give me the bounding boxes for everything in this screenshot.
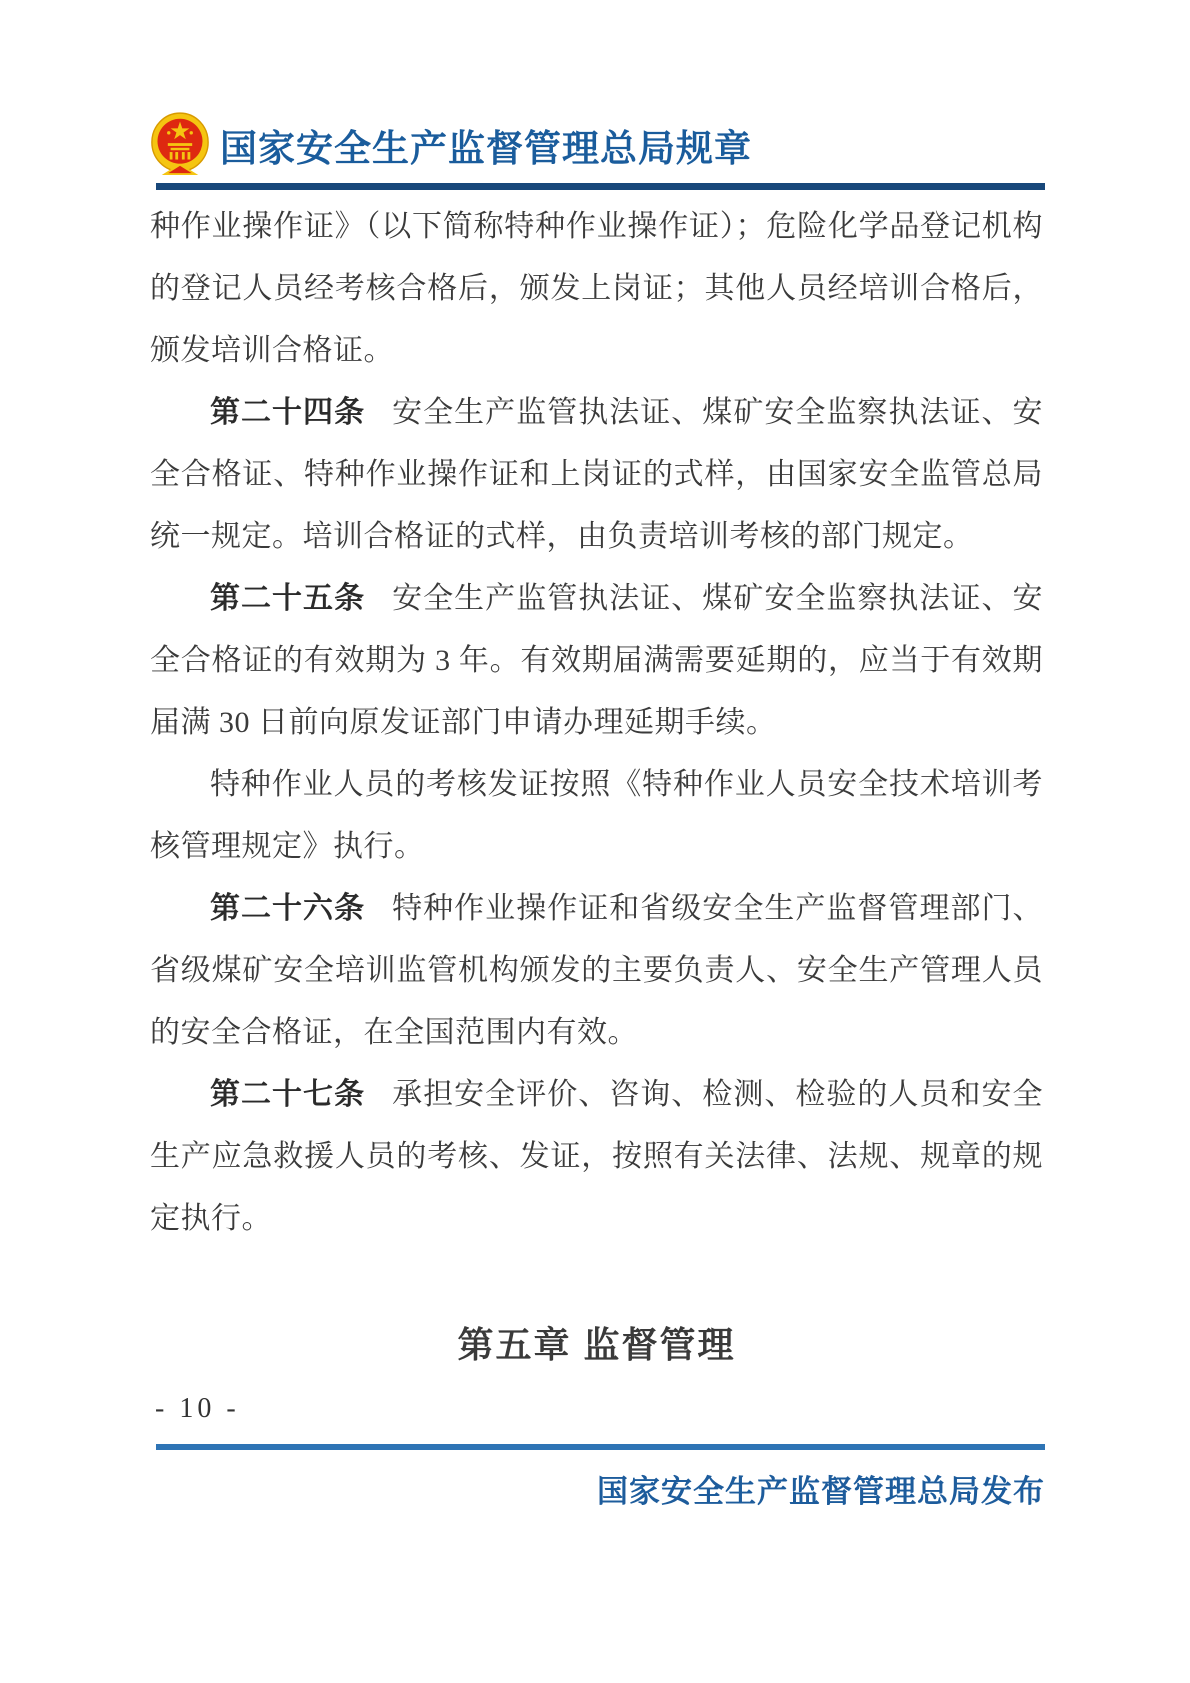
paragraph-text: 种作业操作证》（以下简称特种作业操作证）；危险化学品登记机构的登记人员经考核合格后，颁发上岗证；其他人员经培训合格后，颁发培训合格证。 [150,210,1043,367]
article-number: 第二十四条 [210,396,366,429]
paragraph-text: 特种作业操作证和省级安全生产监督管理部门、省级煤矿安全培训监管机构颁发的主要负责人、安全生产管理人员的安全合格证，在全国范围内有效。 [150,892,1044,1049]
paragraph [150,878,1043,1064]
national-emblem-icon [150,112,210,178]
paragraph [150,382,1043,568]
document-body [150,196,1043,1376]
paragraph-text: 安全生产监管执法证、煤矿安全监察执法证、安全合格证的有效期为 3 年。有效期届满需要延期的，应当于有效期届满 30 日前向原发证部门申请办理延期手续。 [150,582,1044,739]
publisher-label: 国家安全生产监督管理总局发布 [597,1474,1045,1509]
paragraph-text: 承担安全评价、咨询、检测、检验的人员和安全生产应急救援人员的考核、发证，按照有关法律、法规、规章的规定执行。 [150,1078,1044,1235]
chapter-heading: 第五章 监督管理 [457,1324,736,1365]
paragraph [150,196,1043,382]
page-number: - 10 - [155,1393,240,1424]
paragraph [150,754,1043,878]
page-title: 国家安全生产监督管理总局规章 [220,128,752,169]
article-number: 第二十七条 [210,1078,366,1111]
article-number: 第二十五条 [210,582,366,615]
paragraph-text: 特种作业人员的考核发证按照《特种作业人员安全技术培训考核管理规定》执行。 [150,768,1043,863]
header-rule [156,183,1045,190]
paragraph-text: 安全生产监管执法证、煤矿安全监察执法证、安全合格证、特种作业操作证和上岗证的式样，由国家安全监管总局统一规定。培训合格证的式样，由负责培训考核的部门规定。 [150,396,1044,553]
paragraph [150,1064,1043,1250]
paragraph [150,568,1043,754]
document-header [150,112,752,178]
article-number: 第二十六条 [210,892,366,925]
footer-rule [156,1444,1045,1450]
